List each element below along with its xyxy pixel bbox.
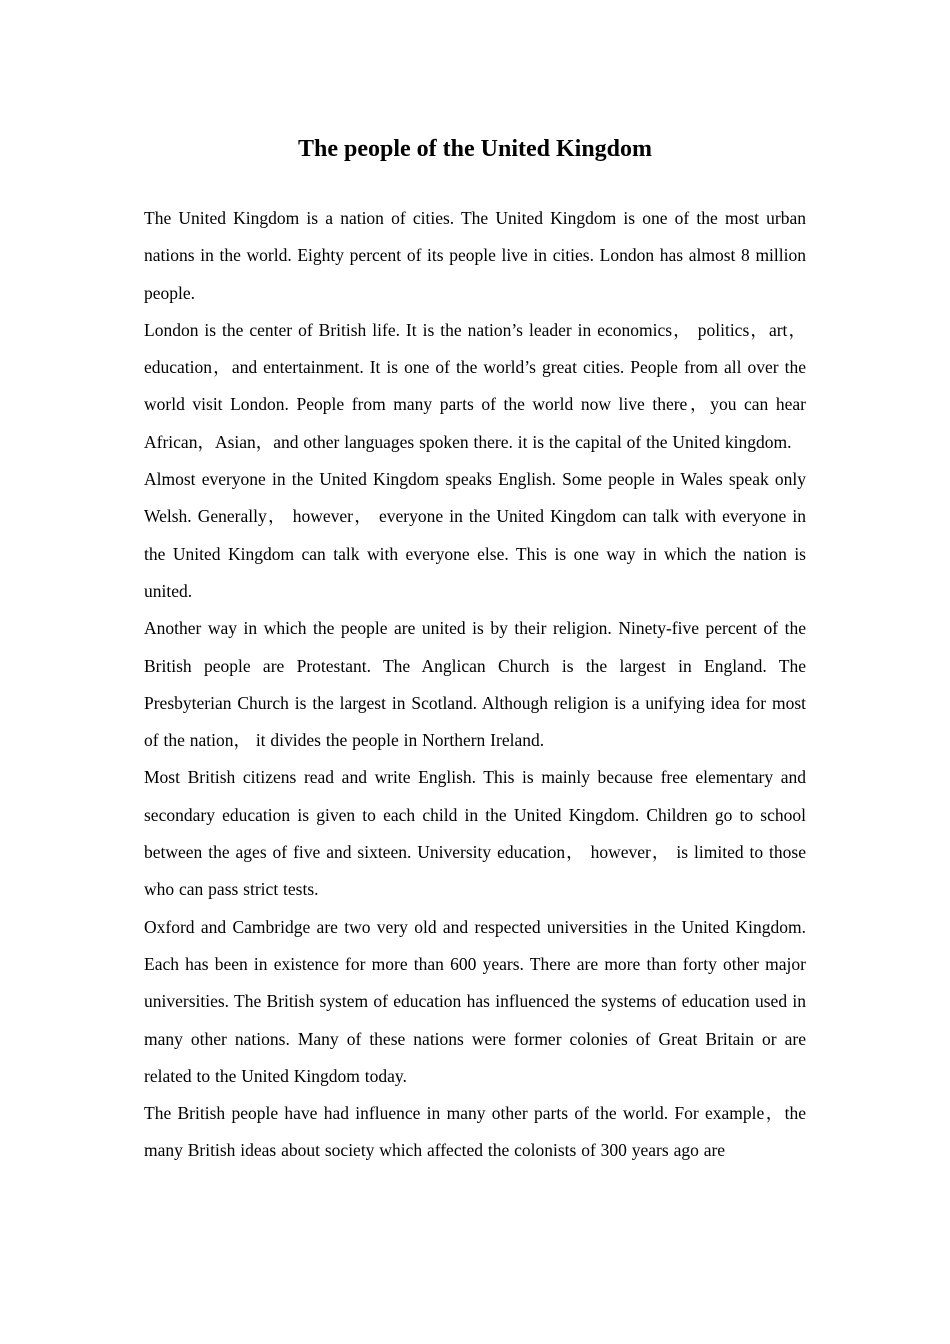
- paragraph-religion: Another way in which the people are united is by their religion. Ninety-five percent of the British people are Protestant. The Anglican Church is the largest in England. The Presbyterian Church is the largest in Scotland. Although religion is a unifying idea for most of the nation， it divides the people in Northern Ireland.: [144, 618, 806, 751]
- document-body: [144, 200, 806, 1170]
- paragraph-universities: Oxford and Cambridge are two very old and respected universities in the United Kingdom. Each has been in existence for more than 600 years. There are more than forty other major universities. The British system of education has influenced the systems of education used in many other nations. Many of these nations were former colonies of Great Britain or are related to the United Kingdom today.: [144, 916, 806, 1086]
- paragraph-cities: The United Kingdom is a nation of cities. The United Kingdom is one of the most urban nations in the world. Eighty percent of its people live in cities. London has almost 8 million people.: [144, 208, 806, 303]
- paragraph-language: Almost everyone in the United Kingdom speaks English. Some people in Wales speak only Welsh. Generally， however， everyone in the United Kingdom can talk with everyone in the United Kingdom can talk with everyone else. This is one way in which the nation is united.: [144, 469, 806, 601]
- paragraph-london: London is the center of British life. It is the nation’s leader in economics， politics，art，education，and entertainment. It is one of the world’s great cities. People from all over the world visit London. People from many parts of the world now live there，you can hear African，Asian，and other languages spoken there. it is the capital of the United kingdom.: [144, 319, 806, 452]
- paragraph-education: Most British citizens read and write English. This is mainly because free elementary and secondary education is given to each child in the United Kingdom. Children go to school between the ages of five and sixteen. University education， however， is limited to those who can pass strict tests.: [144, 767, 806, 900]
- document-title: The people of the United Kingdom: [297, 136, 653, 162]
- paragraph-influence: The British people have had influence in many other parts of the world. For example，the many British ideas about society which affected the colonists of 300 years ago are: [144, 1103, 806, 1161]
